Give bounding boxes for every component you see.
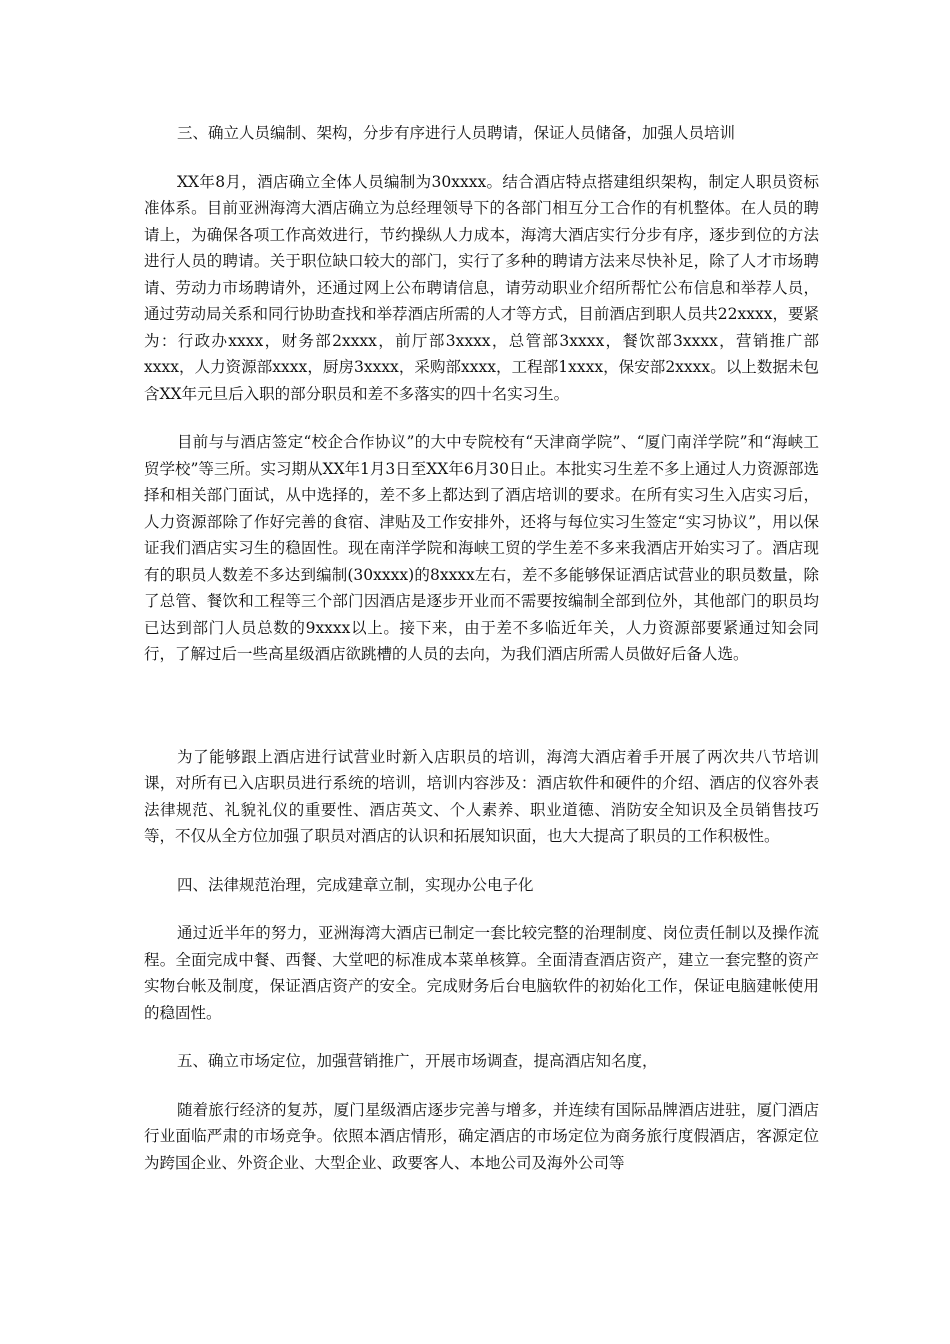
section-5-heading: 五、确立市场定位，加强营销推广，开展市场调查，提高酒店知名度，	[177, 1052, 658, 1070]
section-3-heading: 三、确立人员编制、架构，分步有序进行人员聘请，保证人员储备，加强人员培训	[177, 124, 736, 142]
section-3-paragraph-staffing: XX年8月，酒店确立全体人员编制为30xxxx。结合酒店特点搭建组织架构，制定人职员资标准体系。目前亚洲海湾大酒店确立为总经理领导下的各部门相互分工合作的有机整体。在人员的聘请上，为确保各项工作高效进行，节约操纵人力成本，海湾大酒店实行分步有序，逐步到位的方法进行人员的聘请。关于职位缺口较大的部门，实行了多种的聘请方法来尽快补足，除了人才市场聘请、劳动力市场聘请外，还通过网上公布聘请信息，请劳动职业介绍所帮忙公布信息和举荐人员，通过劳动局关系和同行协助查找和举荐酒店所需的人才等方式，目前酒店到职人员共22xxxx，要紧为：行政办xxxx，财务部2xxxx，前厅部3xxxx，总管部3xxxx，餐饮部3xxxx，营销推广部xxxx，人力资源部xxxx，厨房3xxxx，采购部xxxx，工程部1xxxx，保安部2xxxx。以上数据未包含XX年元旦后入职的部分职员和差不多落实的四十名实习生。	[144, 172, 819, 403]
document-body	[144, 120, 819, 1176]
section-4-paragraph: 通过近半年的努力，亚洲海湾大酒店已制定一套比较完整的治理制度、岗位责任制以及操作流程。全面完成中餐、西餐、大堂吧的标准成本菜单核算。全面清查酒店资产，建立一套完整的资产实物台帐及制度，保证酒店资产的安全。完成财务后台电脑软件的初始化工作，保证电脑建帐使用的稳固性。	[144, 924, 819, 1022]
section-3-paragraph-training: 为了能够跟上酒店进行试营业时新入店职员的培训，海湾大酒店着手开展了两次共八节培训课，对所有已入店职员进行系统的培训，培训内容涉及：酒店软件和硬件的介绍、酒店的仪容外表法律规范、礼貌礼仪的重要性、酒店英文、个人素养、职业道德、消防安全知识及全员销售技巧等，不仅从全方位加强了职员对酒店的认识和拓展知识面，也大大提高了职员的工作积极性。	[144, 747, 819, 845]
section-5-paragraph: 随着旅行经济的复苏，厦门星级酒店逐步完善与增多，并连续有国际品牌酒店进驻，厦门酒店行业面临严肃的市场竞争。依照本酒店情形，确定酒店的市场定位为商务旅行度假酒店，客源定位为跨国企业、外资企业、大型企业、政要客人、本地公司及海外公司等	[144, 1100, 819, 1172]
section-3-paragraph-interns: 目前与与酒店签定“校企合作协议”的大中专院校有“天津商学院”、“厦门南洋学院”和“海峡工贸学校”等三所。实习期从XX年1月3日至XX年6月30日止。本批实习生差不多上通过人力资源部选择和相关部门面试，从中选择的，差不多上都达到了酒店培训的要求。在所有实习生入店实习后，人力资源部除了作好完善的食宿、津贴及工作安排外，还将与每位实习生签定“实习协议”，用以保证我们酒店实习生的稳固性。现在南洋学院和海峡工贸的学生差不多来我酒店开始实习了。酒店现有的职员人数差不多达到编制(30xxxx)的8xxxx左右，差不多能够保证酒店试营业的职员数量，除了总管、餐饮和工程等三个部门因酒店是逐步开业而不需要按编制全部到位外，其他部门的职员均已达到部门人员总数的9xxxx以上。接下来，由于差不多临近年关，人力资源部要紧通过知会同行，了解过后一些高星级酒店欲跳槽的人员的去向，为我们酒店所需人员做好后备人选。	[144, 433, 819, 663]
section-4-heading: 四、法律规范治理，完成建章立制，实现办公电子化	[177, 875, 534, 894]
